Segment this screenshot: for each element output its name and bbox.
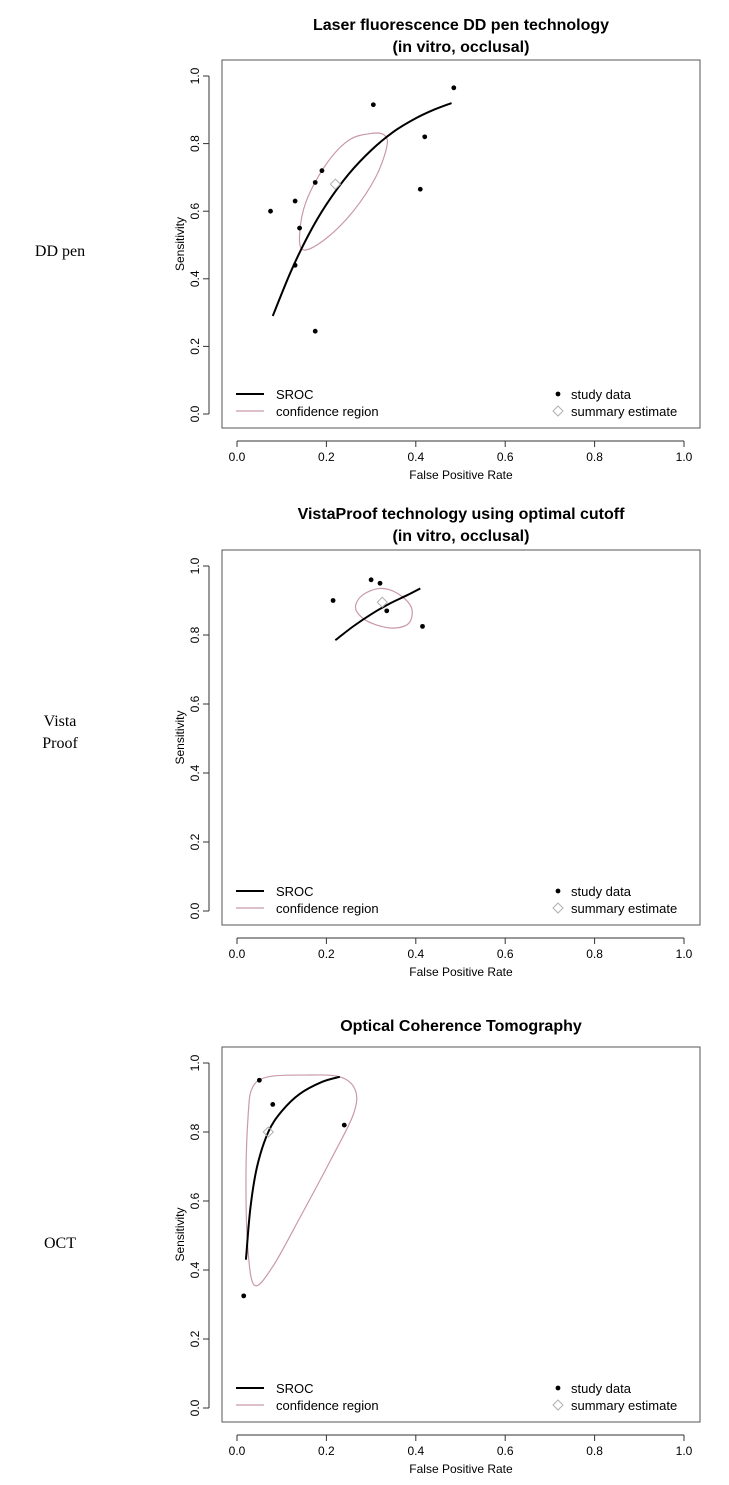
x-tick-label: 1.0 xyxy=(675,947,693,961)
x-tick-label: 1.0 xyxy=(675,1444,693,1458)
legend-summary-label: summary estimate xyxy=(571,1398,678,1413)
x-tick-label: 0.0 xyxy=(228,947,246,961)
study-data-point xyxy=(451,85,456,90)
chart-panel-1 xyxy=(35,17,700,482)
row-label: Proof xyxy=(42,735,78,752)
x-tick-label: 0.4 xyxy=(407,947,425,961)
study-data-point xyxy=(297,226,302,231)
x-tick-label: 0.8 xyxy=(586,1444,603,1458)
x-tick-label: 0.4 xyxy=(407,450,425,464)
y-tick-label: 0.6 xyxy=(188,1192,202,1210)
chart-panel-3 xyxy=(44,1018,700,1476)
chart-title: Optical Coherence Tomography xyxy=(340,1018,582,1035)
y-tick-label: 0.8 xyxy=(188,626,202,644)
x-tick-label: 0.6 xyxy=(496,450,514,464)
chart-title: (in vitro, occlusal) xyxy=(392,39,530,56)
chart-panel-2 xyxy=(42,506,700,979)
y-axis-title: Sensitivity xyxy=(173,710,187,765)
plot-frame xyxy=(222,1047,700,1422)
y-tick-label: 0.0 xyxy=(188,902,202,920)
confidence-region xyxy=(355,588,412,628)
x-tick-label: 0.0 xyxy=(228,1444,246,1458)
legend-summary-swatch xyxy=(553,406,563,416)
legend-study-label: study data xyxy=(571,387,631,402)
legend-study-label: study data xyxy=(571,884,631,899)
y-tick-label: 0.8 xyxy=(188,135,202,152)
legend-confidence-label: confidence region xyxy=(276,901,379,916)
y-tick-label: 0.2 xyxy=(188,833,202,851)
x-tick-label: 0.6 xyxy=(496,1444,514,1458)
plot-frame xyxy=(222,550,700,925)
study-data-point xyxy=(320,168,325,173)
row-label: Vista xyxy=(43,713,77,730)
study-data-point xyxy=(342,1123,347,1128)
y-tick-label: 0.0 xyxy=(188,1399,202,1417)
legend-summary-swatch xyxy=(553,1400,563,1410)
study-data-point xyxy=(257,1078,262,1083)
y-tick-label: 0.6 xyxy=(188,202,202,220)
legend-summary-swatch xyxy=(553,903,563,913)
legend-sroc-label: SROC xyxy=(276,884,314,899)
study-data-point xyxy=(420,624,425,629)
study-data-point xyxy=(293,263,298,268)
study-data-point xyxy=(378,581,383,586)
x-tick-label: 0.0 xyxy=(228,450,246,464)
study-data-point xyxy=(418,187,423,192)
study-data-point xyxy=(293,199,298,204)
x-tick-label: 0.6 xyxy=(496,947,514,961)
confidence-region xyxy=(246,1075,357,1286)
x-tick-label: 0.8 xyxy=(586,450,603,464)
y-tick-label: 0.0 xyxy=(188,405,202,423)
y-tick-label: 1.0 xyxy=(188,1054,202,1072)
legend-summary-label: summary estimate xyxy=(571,901,678,916)
plot-frame xyxy=(222,60,700,428)
x-axis-title: False Positive Rate xyxy=(409,1462,513,1476)
y-tick-label: 0.4 xyxy=(188,1261,202,1279)
legend-study-swatch xyxy=(556,392,561,397)
x-tick-label: 0.4 xyxy=(407,1444,425,1458)
y-axis-title: Sensitivity xyxy=(173,216,187,272)
row-label: DD pen xyxy=(34,243,86,260)
study-data-point xyxy=(384,608,389,613)
y-tick-label: 0.4 xyxy=(188,764,202,782)
legend-confidence-label: confidence region xyxy=(276,1398,379,1413)
x-tick-label: 0.2 xyxy=(318,947,335,961)
row-label: OCT xyxy=(44,1235,76,1252)
x-tick-label: 1.0 xyxy=(675,450,693,464)
study-data-point xyxy=(422,134,427,139)
legend-study-swatch xyxy=(556,889,561,894)
legend-study-label: study data xyxy=(571,1381,631,1396)
legend-summary-label: summary estimate xyxy=(571,404,678,419)
study-data-point xyxy=(369,577,374,582)
x-tick-label: 0.2 xyxy=(318,1444,335,1458)
y-tick-label: 0.6 xyxy=(188,695,202,713)
study-data-point xyxy=(241,1293,246,1298)
study-data-point xyxy=(313,329,318,334)
y-axis-title: Sensitivity xyxy=(173,1207,187,1262)
y-tick-label: 1.0 xyxy=(188,67,202,85)
study-data-point xyxy=(331,598,336,603)
study-data-point xyxy=(371,102,376,107)
study-data-point xyxy=(313,180,318,185)
chart-title: VistaProof technology using optimal cutoff xyxy=(297,506,625,523)
y-tick-label: 0.4 xyxy=(188,270,202,288)
legend-sroc-label: SROC xyxy=(276,1381,314,1396)
y-tick-label: 0.2 xyxy=(188,338,202,355)
y-tick-label: 0.8 xyxy=(188,1123,202,1141)
chart-title: (in vitro, occlusal) xyxy=(392,528,530,545)
sroc-curve xyxy=(335,588,420,640)
x-tick-label: 0.8 xyxy=(586,947,603,961)
study-data-point xyxy=(270,1102,275,1107)
legend-sroc-label: SROC xyxy=(276,387,314,402)
x-tick-label: 0.2 xyxy=(318,450,335,464)
confidence-region xyxy=(299,133,387,250)
x-axis-title: False Positive Rate xyxy=(409,468,513,482)
x-axis-title: False Positive Rate xyxy=(409,965,513,979)
chart-title: Laser fluorescence DD pen technology xyxy=(312,17,610,34)
y-tick-label: 0.2 xyxy=(188,1330,202,1348)
legend-confidence-label: confidence region xyxy=(276,404,379,419)
y-tick-label: 1.0 xyxy=(188,557,202,575)
legend-study-swatch xyxy=(556,1386,561,1391)
study-data-point xyxy=(268,209,273,214)
